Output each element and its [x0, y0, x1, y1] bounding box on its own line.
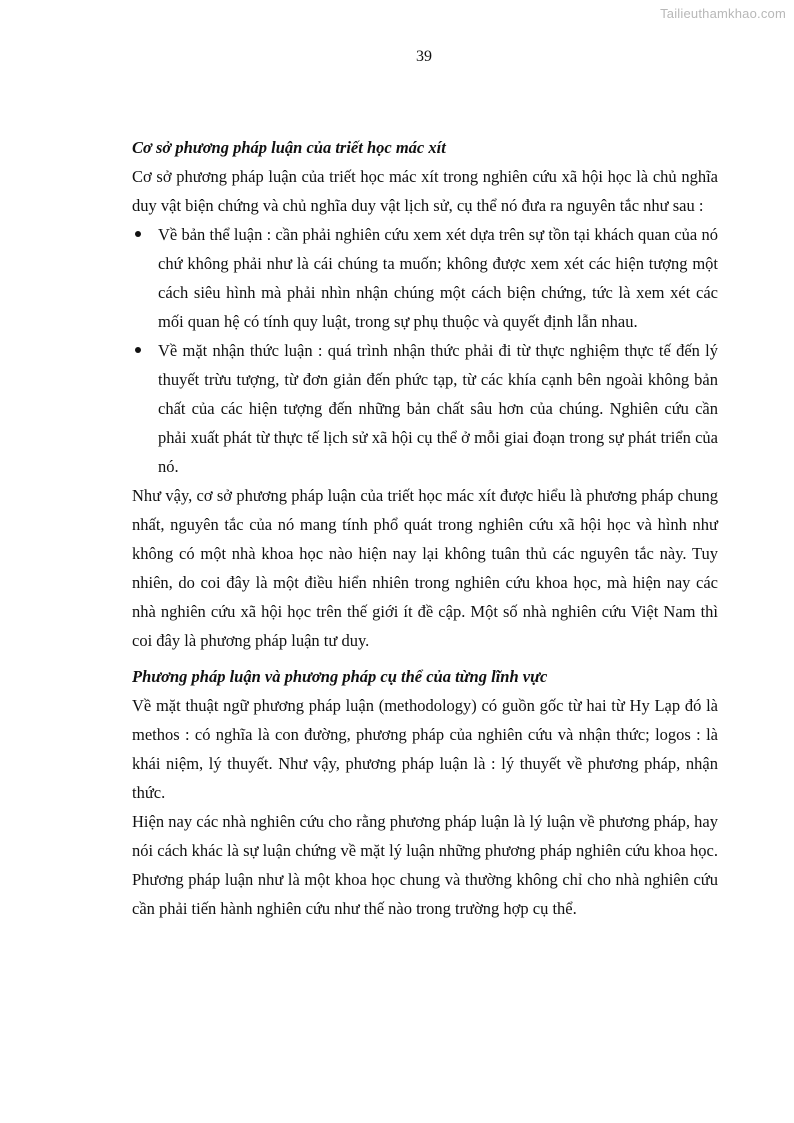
section-heading-marxist-methodology: Cơ sở phương pháp luận của triết học mác xít	[132, 138, 446, 157]
principles-bullet-list	[132, 220, 718, 481]
bullet-item-epistemology	[132, 336, 718, 481]
section1-conclusion-paragraph: Như vậy, cơ sở phương pháp luận của triết học mác xít được hiểu là phương pháp chung nhất, nguyên tắc của nó mang tính phổ quát trong nghiên cứu xã hội học và hình như không có một nhà khoa học nào hiện nay lại không tuân thủ các nguyên tắc này. Tuy nhiên, do coi đây là một điều hiển nhiên trong nghiên cứu khoa học, mà hiện nay các nhà nghiên cứu xã hội học trên thế giới ít đề cập. Một số nhà nghiên cứu Việt Nam thì coi đây là phương pháp luận tư duy.	[132, 486, 718, 650]
section2-paragraph-terminology: Về mặt thuật ngữ phương pháp luận (methodology) có guồn gốc từ hai từ Hy Lạp đó là methos : có nghĩa là con đường, phương pháp của nghiên cứu và nhận thức; logos : là khái niệm, lý thuyết. Như vậy, phương pháp luận là : lý thuyết về phương pháp, nhận thức.	[132, 696, 718, 802]
bullet-item-ontology	[132, 220, 718, 336]
section1-intro-paragraph: Cơ sở phương pháp luận của triết học mác xít trong nghiên cứu xã hội học là chủ nghĩa duy vật biện chứng và chủ nghĩa duy vật lịch sử, cụ thể nó đưa ra nguyên tắc như sau :	[132, 167, 718, 215]
section2-paragraph-definition: Hiện nay các nhà nghiên cứu cho rằng phương pháp luận là lý luận về phương pháp, hay nói cách khác là sự luận chứng về mặt lý luận những phương pháp nghiên cứu khoa học. Phương pháp luận như là một khoa học chung và thường không chỉ cho nhà nghiên cứu cần phải tiến hành nghiên cứu như thế nào trong trường hợp cụ thể.	[132, 812, 718, 918]
page-number: 39	[416, 48, 432, 65]
page-content	[132, 133, 718, 923]
bullet-icon	[135, 231, 141, 237]
section-heading-specific-methodology: Phương pháp luận và phương pháp cụ thể của từng lĩnh vực	[132, 667, 548, 686]
bullet-text: Về bản thể luận : cần phải nghiên cứu xem xét dựa trên sự tồn tại khách quan của nó chứ không phải như là cái chúng ta muốn; không được xem xét các hiện tượng một cách siêu hình mà phải nhìn nhận chúng một cách biện chứng, tức là xem xét các mối quan hệ có tính quy luật, trong sự phụ thuộc và quyết định lẫn nhau.	[158, 225, 718, 331]
watermark: Tailieuthamkhao.com	[660, 6, 786, 21]
bullet-icon	[135, 347, 141, 353]
bullet-text: Về mặt nhận thức luận : quá trình nhận thức phải đi từ thực nghiệm thực tế đến lý thuyết trừu tượng, từ đơn giản đến phức tạp, từ các khía cạnh bên ngoài không bản chất của các hiện tượng đến những bản chất sâu hơn của chúng. Nghiên cứu cần phải xuất phát từ thực tế lịch sử xã hội cụ thể ở mỗi giai đoạn trong sự phát triển của nó.	[158, 341, 718, 476]
